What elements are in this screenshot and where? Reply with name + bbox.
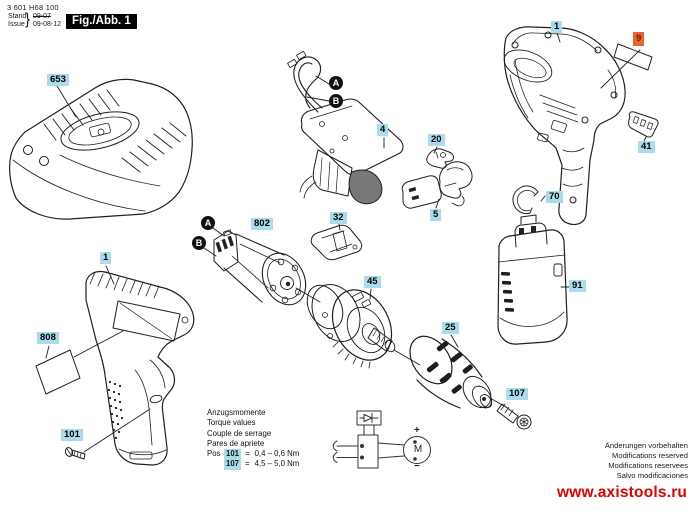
issue-label: Issue [8,20,25,28]
old-revision-date: 09-07 [33,13,51,20]
part-label-45: 45 [364,276,381,288]
chuck-drawing [401,328,496,412]
charger-drawing [10,79,193,219]
part-label-5: 5 [430,209,441,221]
part-label-20: 20 [428,134,445,146]
housing-screw-drawing [64,447,85,459]
torque-title-es: Pares de apriete [207,438,265,448]
part-label-802: 802 [251,218,273,230]
wire-callout-a-top: A [329,76,343,90]
document-part-number: 3 601 H68 100 [7,3,59,12]
part-label-101: 101 [61,429,83,441]
motor-drawing [214,230,314,312]
drill-body-drawing [86,271,194,465]
hook-clip-drawing [513,186,538,214]
revision-brace: } [25,10,31,29]
motor-minus-sign: − [414,461,420,472]
wire-callout-a-motor: A [201,216,215,230]
part-label-1-body: 1 [100,252,111,264]
part-label-808: 808 [37,332,59,344]
part-label-1-housing: 1 [551,21,562,33]
torque-row-107: 107 = 4,5 – 5,0 Nm [226,459,300,469]
slider-button-drawing [402,162,472,208]
legal-notice: Änderungen vorbehalten Modifications reserved Modifications reservees Salvo modificaciones [604,441,688,480]
torque-title-de: Anzugsmomente [207,408,266,417]
part-label-107: 107 [506,388,528,400]
lever-drawing [427,149,454,168]
torque-title-en: Torque values [207,418,256,428]
part-label-32: 32 [330,212,347,224]
torque-pos-label: Pos [207,449,221,459]
figure-title: Fig./Abb. 1 [66,14,137,29]
part-label-9: 9 [633,32,644,46]
part-label-25: 25 [442,322,459,334]
stand-label: Stand [8,13,27,20]
torque-pos-101: 101 [226,449,240,459]
wiring-schematic-drawing [333,411,430,468]
site-watermark: www.axistools.ru [557,484,688,501]
part-label-41: 41 [638,141,655,153]
label-sticker-drawing [36,350,80,394]
torque-pos-107: 107 [226,459,240,469]
nameplate-drawing [629,112,658,137]
torque-table [207,408,299,470]
wire-callout-b-top: B [329,94,343,108]
motor-plus-sign: + [414,425,420,436]
part-label-653: 653 [47,74,69,86]
battery-drawing [498,215,567,344]
torque-value-101: 0,4 – 0,6 Nm [254,449,300,459]
motor-symbol-letter: M [413,444,423,455]
bracket-drawing [311,225,361,260]
wire-callout-b-motor: B [192,236,206,250]
part-label-70: 70 [546,191,563,203]
torque-title-fr: Couple de serrage [207,428,272,438]
torque-row-101: Pos 101 = 0,4 – 0,6 Nm [207,449,300,459]
chuck-screw-drawing [497,404,531,429]
new-revision-date: 09-08-12 [33,20,62,28]
part-label-91: 91 [569,280,586,292]
part-label-4: 4 [377,124,388,136]
torque-value-107: 4,5 – 5,0 Nm [254,459,300,469]
gearbox-drawing [300,276,403,370]
